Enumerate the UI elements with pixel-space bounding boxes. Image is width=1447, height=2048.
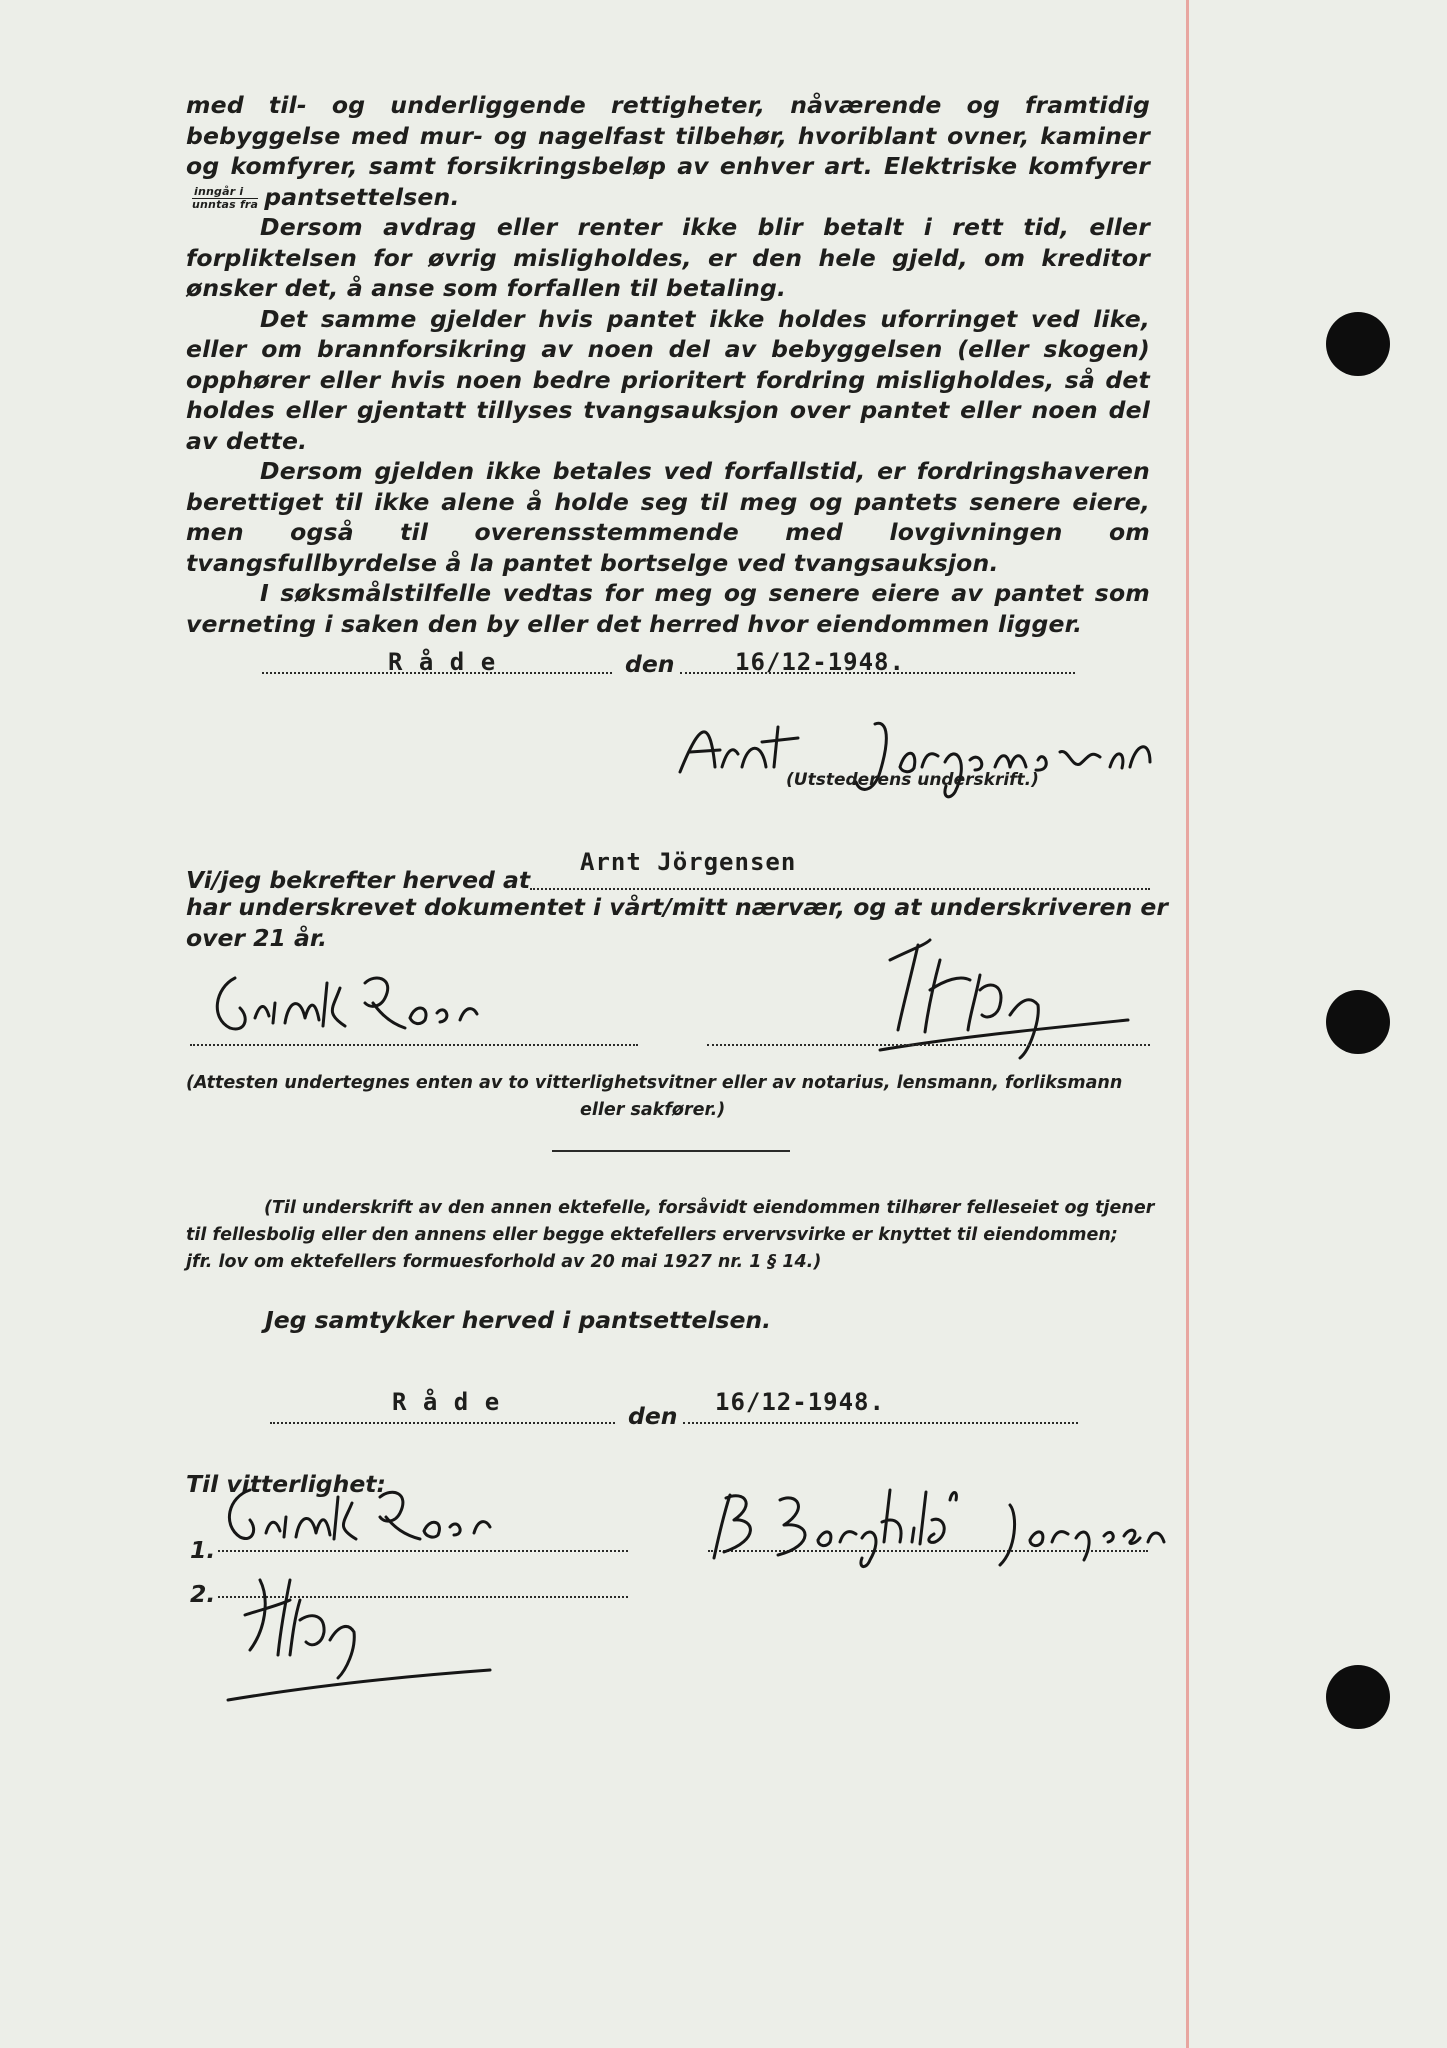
witness-signature-2 [870,920,1140,1060]
place-line-2 [270,1422,615,1424]
date-1: 16/12-1948. [735,648,905,676]
paragraph-jurisdiction: I søksmålstilfelle vedtas for meg og senere eiere av pantet som verneting i saken den by eller det herred hvor eiendommen ligger. [186,579,1150,638]
confirm-name: Arnt Jörgensen [580,848,797,876]
spouse-signature [700,1480,1180,1590]
den-label-2: den [628,1402,678,1430]
consent-witness-signature-1 [210,1475,590,1555]
witness-line-1 [190,1044,638,1046]
separator-rule [552,1150,790,1152]
paragraph-property: med til- og underliggende rettigheter, nåværende og framtidig bebyggelse med mur- og nagelfast tilbehør, hvoriblant ovner, kaminer og komfyrer, samt forsikringsbeløp av enhver art. Elektriske komfyrer $\frac{\text{inngår i}}{\text{unntas fra}}$ pantsettelsen. [186,91,1150,211]
red-margin-line [1186,0,1189,2048]
attest-note-2: eller sakfører.) [580,1100,726,1120]
punch-hole-middle [1326,990,1390,1054]
mortgage-terms-text [186,90,1150,639]
spouse-note-3: jfr. lov om ektefellers formuesforhold av 20 mai 1927 nr. 1 § 14.) [186,1252,822,1272]
witness-label: Til vitterlighet: [186,1470,386,1498]
date-line-2 [683,1422,1078,1424]
witness-signature-1 [205,958,565,1048]
witness-number-2: 2. [190,1580,216,1608]
spouse-note-2: til fellesbolig eller den annens eller begge ektefellers ervervsvirke er knyttet til eiendommen; [186,1225,1118,1245]
issuer-caption: (Utstederens underskrift.) [786,770,1039,790]
confirm-prefix: Vi/jeg bekrefter herved at [186,866,531,894]
paragraph-maintenance: Det samme gjelder hvis pantet ikke holdes uforringet ved like, eller om brannforsikring av noen del av bebyggelsen (eller skogen) opphører eller hvis noen bedre prioritert fordring misligholdes, så det holdes eller gjentatt tillyses tvangsauksjon over pantet eller noen del av dette. [186,304,1150,455]
witness-number-1: 1. [190,1536,216,1564]
included-excluded-fraction: $\frac{\text{inngår i}}{\text{unntas fra}}$ [192,184,259,211]
attest-note-1: (Attesten undertegnes enten av to vitterlighetsvitner eller av notarius, lensmann, forliksmann [186,1073,1123,1093]
place-2: R å d e [392,1388,501,1416]
den-label-1: den [625,650,675,678]
spouse-note-1: (Til underskrift av den annen ektefelle, forsåvidt eiendommen tilhører felleseiet og tjener [264,1198,1155,1218]
confirm-name-line [530,888,1150,890]
date-2: 16/12-1948. [715,1388,885,1416]
punch-hole-top [1326,312,1390,376]
confirm-line-3: over 21 år. [186,924,328,952]
paragraph-enforcement: Dersom gjelden ikke betales ved forfallstid, er fordringshaveren berettiget til ikke alene å holde seg til meg og pantets senere eiere, men også til overensstemmende med lovgivningen om tvangsfullbyrdelse å la pantet bortselge ved tvangsauksjon. [186,457,1150,577]
place-1: R å d e [388,648,497,676]
punch-hole-bottom [1326,1665,1390,1729]
consent-text: Jeg samtykker herved i pantsettelsen. [265,1306,772,1334]
confirm-line-2: har underskrevet dokumentet i vårt/mitt nærvær, og at underskriveren er [186,893,1168,921]
witness-line-2 [707,1044,1150,1046]
paragraph-default: Dersom avdrag eller renter ikke blir betalt i rett tid, eller forpliktelsen for øvrig misligholdes, er den hele gjeld, om kreditor ønsker det, å anse som forfallen til betaling. [186,213,1150,302]
consent-witness-signature-2 [220,1560,500,1710]
